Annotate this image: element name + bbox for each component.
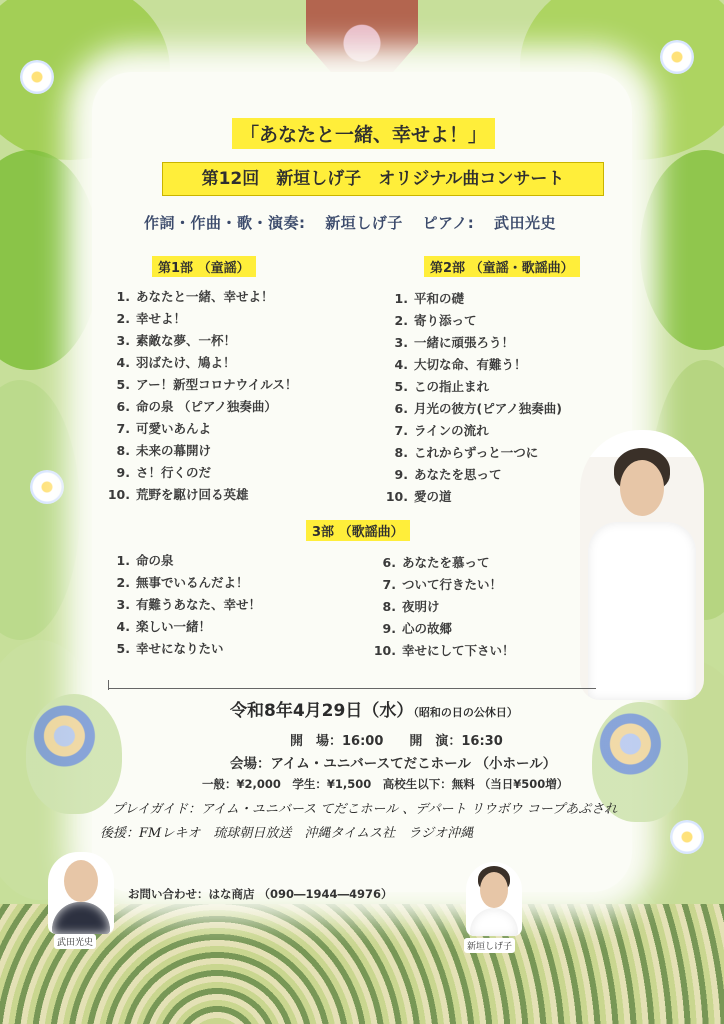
song-item	[378, 332, 562, 354]
song-item	[100, 594, 261, 616]
song-item	[366, 552, 515, 574]
song-number: 8.	[382, 599, 396, 614]
part3-song-list-left	[100, 550, 261, 660]
part3-song-list-right	[366, 552, 515, 662]
song-item	[100, 308, 297, 330]
song-number: 5.	[116, 641, 130, 656]
song-number: 10.	[373, 643, 396, 658]
song-number: 3.	[116, 597, 130, 612]
credit-role-piano: ピアノ:	[422, 214, 475, 232]
song-title: 可愛いあんよ	[136, 421, 212, 436]
part1-heading: 第1部 （童謡）	[152, 256, 256, 277]
song-number: 5.	[394, 379, 408, 394]
song-title: あなたを慕って	[402, 555, 490, 570]
song-title: ついて行きたい！	[402, 577, 503, 592]
song-item	[378, 398, 562, 420]
song-title: 幸せになりたい	[136, 641, 224, 656]
event-date-note: （昭和の日の公休日）	[413, 706, 518, 719]
ticket-outlets: プレイガイド：アイム・ユニバース てだこホール 、デパート リウボウ コープあぷされ	[112, 802, 618, 817]
song-title: この指止まれ	[414, 379, 490, 394]
song-item	[378, 354, 562, 376]
song-number: 8.	[116, 443, 130, 458]
song-title: 楽しい一緒！	[136, 619, 212, 634]
concert-subtitle: 第12回 新垣しげ子 オリジナル曲コンサート	[162, 162, 604, 196]
credits-line	[144, 212, 556, 233]
song-title: 心の故郷	[402, 621, 453, 636]
event-time: 開 場：16:00 開 演：16:30	[290, 734, 503, 749]
song-number: 1.	[394, 291, 408, 306]
song-title: 命の泉 （ピアノ独奏曲）	[136, 399, 277, 414]
song-item	[366, 640, 515, 662]
song-item	[100, 572, 261, 594]
song-item	[100, 286, 297, 308]
song-title: さ！行くのだ	[136, 465, 212, 480]
song-item	[378, 376, 562, 398]
song-number: 2.	[116, 575, 130, 590]
song-number: 7.	[394, 423, 408, 438]
song-item	[100, 616, 261, 638]
song-item	[366, 574, 515, 596]
song-item	[100, 550, 261, 572]
song-number: 4.	[116, 355, 130, 370]
song-number: 2.	[394, 313, 408, 328]
song-number: 6.	[394, 401, 408, 416]
part2-song-list	[378, 288, 562, 508]
song-item	[100, 330, 297, 352]
singer-caption: 新垣しげ子	[464, 938, 515, 953]
performer-photo	[580, 430, 704, 700]
event-date-line	[230, 696, 518, 721]
song-number: 9.	[116, 465, 130, 480]
song-title: 愛の道	[414, 489, 452, 504]
singer-photo	[466, 862, 522, 936]
song-number: 6.	[382, 555, 396, 570]
pianist-photo	[48, 852, 114, 934]
part1-song-list	[100, 286, 297, 506]
ticket-prices: 一般：¥2,000 学生：¥1,500 高校生以下：無料 （当日¥500増）	[202, 777, 569, 791]
song-number: 10.	[385, 489, 408, 504]
song-title: 幸せにして下さい！	[402, 643, 515, 658]
bouquet-left	[26, 694, 122, 814]
song-title: 月光の彼方(ピアノ独奏曲)	[414, 401, 562, 416]
song-item	[100, 462, 297, 484]
credit-name-performer: 新垣しげ子	[325, 214, 403, 232]
song-item	[100, 396, 297, 418]
song-item	[378, 442, 562, 464]
song-item	[378, 310, 562, 332]
song-item	[100, 484, 297, 506]
song-item	[366, 596, 515, 618]
song-title: 羽ばたけ、鳩よ！	[136, 355, 236, 370]
event-venue: 会場：アイム・ユニバースてだこホール （小ホール）	[230, 756, 557, 772]
song-title: 有難うあなた、幸せ！	[136, 597, 262, 612]
pianist-caption: 武田光史	[54, 934, 96, 949]
song-number: 4.	[394, 357, 408, 372]
song-item	[100, 418, 297, 440]
song-item	[378, 486, 562, 508]
song-item	[100, 374, 297, 396]
credit-name-piano: 武田光史	[494, 214, 557, 232]
song-title: 未来の幕開け	[136, 443, 212, 458]
song-number: 7.	[116, 421, 130, 436]
part3-heading: 3部 （歌謡曲）	[306, 520, 410, 541]
song-item	[100, 440, 297, 462]
song-number: 8.	[394, 445, 408, 460]
song-number: 1.	[116, 289, 130, 304]
song-number: 4.	[116, 619, 130, 634]
song-item	[100, 638, 261, 660]
song-title: あなたを思って	[414, 467, 502, 482]
event-date: 令和8年4月29日（水）	[230, 701, 414, 721]
contact-info: お問い合わせ：はな商店 （090―1944―4976）	[128, 887, 393, 901]
song-number: 10.	[107, 487, 130, 502]
part2-heading: 第2部 （童謡・歌謡曲）	[424, 256, 580, 277]
sponsors: 後援：FMレキオ 琉球朝日放送 沖縄タイムス社 ラジオ沖縄	[100, 826, 474, 841]
song-title: 寄り添って	[414, 313, 477, 328]
song-title: アー！新型コロナウイルス！	[136, 377, 298, 392]
song-title: 平和の礎	[414, 291, 465, 306]
song-title: 大切な命、有難う！	[414, 357, 527, 372]
song-title: ラインの流れ	[414, 423, 489, 438]
song-title: 一緒に頑張ろう！	[414, 335, 515, 350]
song-number: 2.	[116, 311, 130, 326]
divider-line	[108, 688, 596, 689]
song-title: 幸せよ！	[136, 311, 187, 326]
song-item	[378, 288, 562, 310]
page-title: 「あなたと一緒、幸せよ！」	[232, 118, 495, 149]
song-title: これからずっと一つに	[414, 445, 539, 460]
song-item	[100, 352, 297, 374]
song-number: 3.	[116, 333, 130, 348]
song-number: 6.	[116, 399, 130, 414]
song-title: あなたと一緒、幸せよ！	[136, 289, 274, 304]
song-item	[366, 618, 515, 640]
song-number: 7.	[382, 577, 396, 592]
song-number: 5.	[116, 377, 130, 392]
song-title: 命の泉	[136, 553, 174, 568]
song-item	[378, 464, 562, 486]
song-number: 9.	[382, 621, 396, 636]
song-number: 9.	[394, 467, 408, 482]
credit-role-performer: 作詞・作曲・歌・演奏:	[144, 214, 306, 232]
song-number: 3.	[394, 335, 408, 350]
song-title: 荒野を駆け回る英雄	[136, 487, 249, 502]
song-title: 夜明け	[402, 599, 440, 614]
song-number: 1.	[116, 553, 130, 568]
song-title: 素敵な夢、一杯！	[136, 333, 237, 348]
song-title: 無事でいるんだよ！	[136, 575, 249, 590]
song-item	[378, 420, 562, 442]
